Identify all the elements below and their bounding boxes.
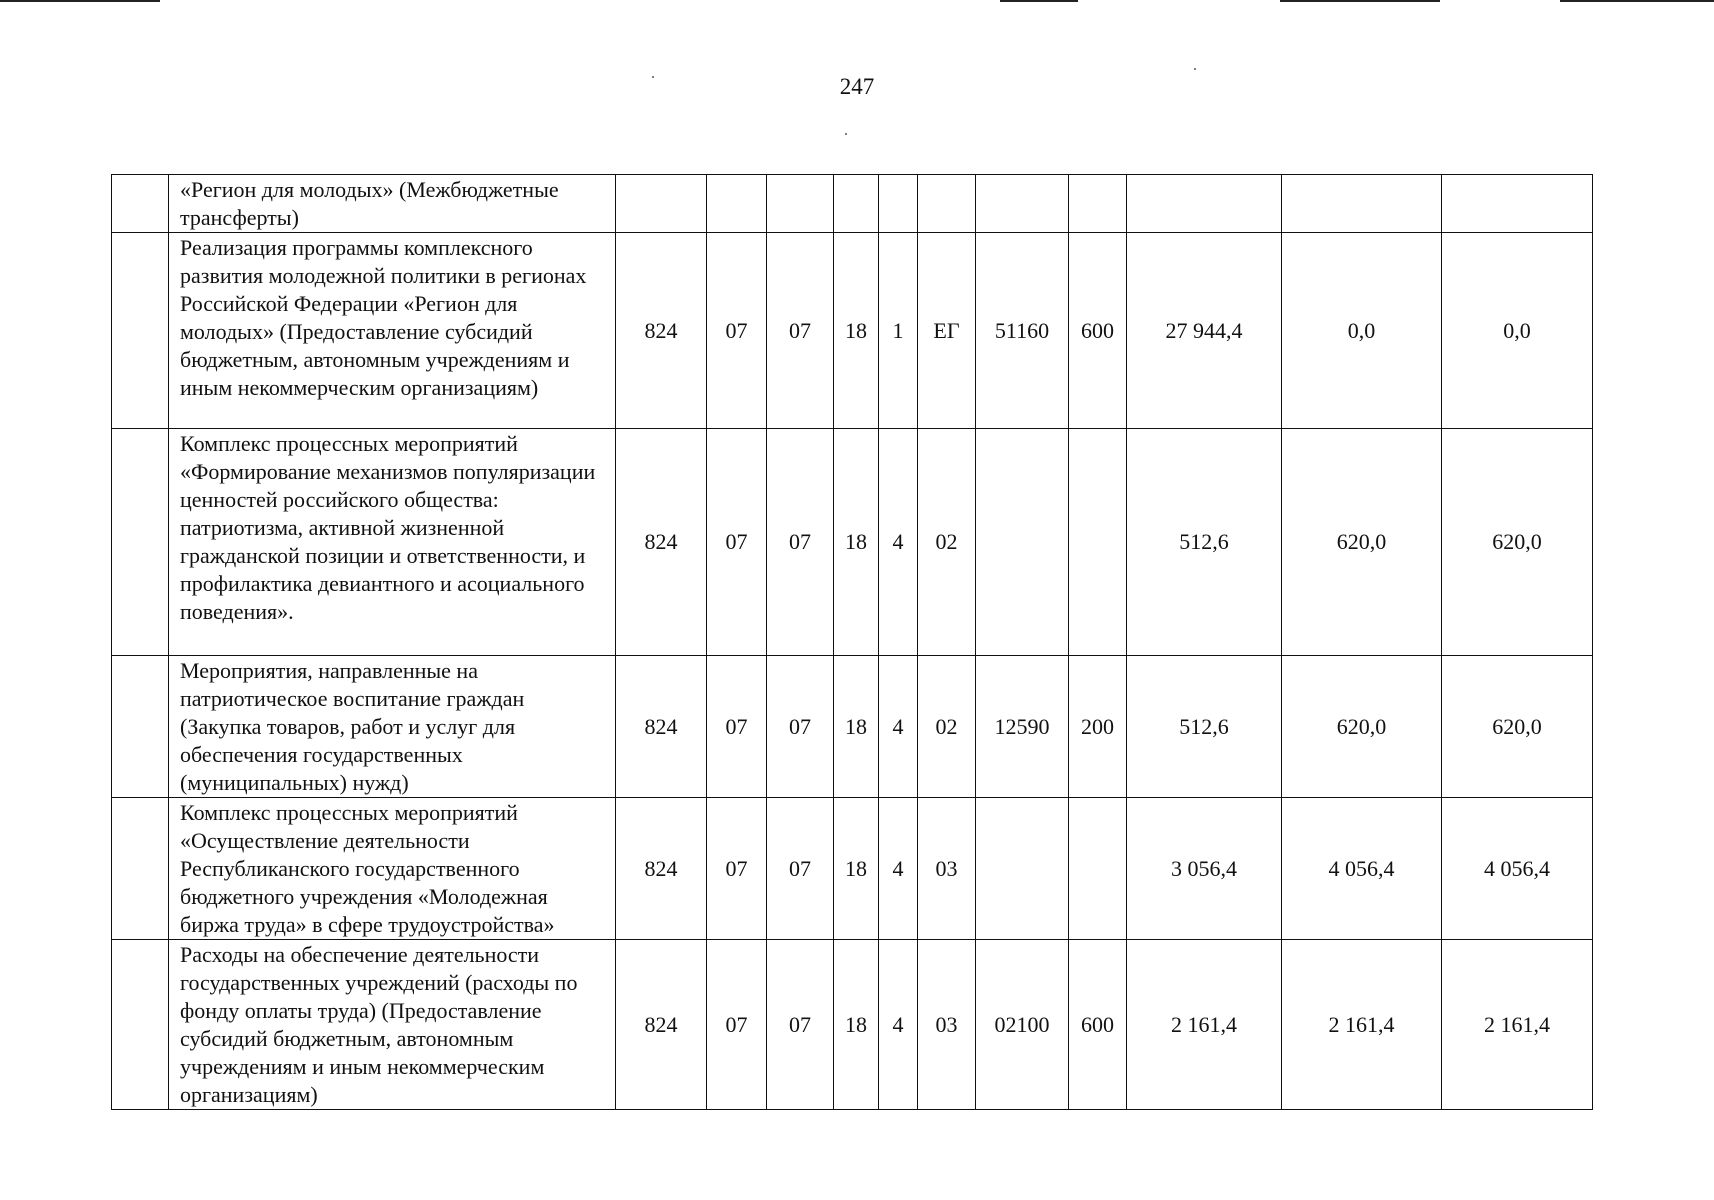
subsection-cell (767, 175, 834, 233)
target-code-structure-cell: 03 (918, 940, 976, 1110)
row-index-cell (112, 656, 169, 798)
row-index-cell (112, 798, 169, 940)
expense-type-cell: 600 (1069, 233, 1127, 429)
scan-speck (652, 76, 654, 78)
expense-type-cell (1069, 175, 1127, 233)
grbs-cell: 824 (616, 798, 707, 940)
amount-year2-cell: 2 161,4 (1282, 940, 1442, 1110)
target-code-direction-cell: 02100 (976, 940, 1069, 1110)
section-cell: 07 (707, 233, 767, 429)
target-code-structure-cell: 03 (918, 798, 976, 940)
table-row (112, 798, 1593, 940)
table-row (112, 429, 1593, 656)
description-cell: Комплекс процессных мероприятий «Формирование механизмов популяризации ценностей российского общества: патриотизма, активной жизненной гражданской позиции и ответственности, и профилактика девиантного и асоциального поведения». (169, 429, 616, 656)
subsection-cell: 07 (767, 656, 834, 798)
target-code-direction-cell (976, 429, 1069, 656)
scan-speck (1194, 68, 1196, 70)
target-code-type-cell (879, 175, 918, 233)
subsection-cell: 07 (767, 233, 834, 429)
description-cell: Реализация программы комплексного развития молодежной политики в регионах Российской Федерации «Регион для молодых» (Предоставление субсидий бюджетным, автономным учреждениям и иным некоммерческим организациям) (169, 233, 616, 429)
scan-edge-line (1560, 0, 1714, 2)
amount-year2-cell: 4 056,4 (1282, 798, 1442, 940)
target-code-type-cell: 4 (879, 656, 918, 798)
target-code-program-cell: 18 (834, 429, 879, 656)
section-cell: 07 (707, 940, 767, 1110)
target-code-type-cell: 1 (879, 233, 918, 429)
amount-year1-cell: 2 161,4 (1127, 940, 1282, 1110)
target-code-program-cell: 18 (834, 656, 879, 798)
expense-type-cell (1069, 429, 1127, 656)
target-code-structure-cell (918, 175, 976, 233)
grbs-cell: 824 (616, 429, 707, 656)
amount-year3-cell: 4 056,4 (1442, 798, 1593, 940)
grbs-cell: 824 (616, 656, 707, 798)
table-row (112, 175, 1593, 233)
subsection-cell: 07 (767, 429, 834, 656)
amount-year3-cell: 620,0 (1442, 429, 1593, 656)
amount-year2-cell: 620,0 (1282, 429, 1442, 656)
target-code-structure-cell: 02 (918, 429, 976, 656)
row-index-cell (112, 233, 169, 429)
row-index-cell (112, 429, 169, 656)
grbs-cell: 824 (616, 233, 707, 429)
scan-edge-line (0, 0, 160, 2)
amount-year1-cell: 3 056,4 (1127, 798, 1282, 940)
table-row (112, 940, 1593, 1110)
table-row (112, 233, 1593, 429)
description-cell: Комплекс процессных мероприятий «Осуществление деятельности Республиканского государственного бюджетного учреждения «Молодежная биржа труда» в сфере трудоустройства» (169, 798, 616, 940)
target-code-direction-cell: 51160 (976, 233, 1069, 429)
scan-edge-line (1280, 0, 1440, 2)
amount-year2-cell: 0,0 (1282, 233, 1442, 429)
amount-year3-cell: 2 161,4 (1442, 940, 1593, 1110)
amount-year3-cell (1442, 175, 1593, 233)
description-cell: «Регион для молодых» (Межбюджетные трансферты) (169, 175, 616, 233)
amount-year1-cell: 27 944,4 (1127, 233, 1282, 429)
description-cell: Мероприятия, направленные на патриотическое воспитание граждан (Закупка товаров, работ и услуг для обеспечения государственных (муниципальных) нужд) (169, 656, 616, 798)
description-cell: Расходы на обеспечение деятельности государственных учреждений (расходы по фонду оплаты труда) (Предоставление субсидий бюджетным, автономным учреждениям и иным некоммерческим организациям) (169, 940, 616, 1110)
amount-year3-cell: 620,0 (1442, 656, 1593, 798)
amount-year2-cell: 620,0 (1282, 656, 1442, 798)
expense-type-cell: 200 (1069, 656, 1127, 798)
scan-edge-line (1000, 0, 1078, 2)
amount-year1-cell (1127, 175, 1282, 233)
target-code-direction-cell (976, 798, 1069, 940)
budget-table (111, 174, 1593, 1110)
target-code-type-cell: 4 (879, 429, 918, 656)
target-code-structure-cell: ЕГ (918, 233, 976, 429)
row-index-cell (112, 175, 169, 233)
row-index-cell (112, 940, 169, 1110)
scan-speck (845, 133, 847, 135)
target-code-type-cell: 4 (879, 798, 918, 940)
subsection-cell: 07 (767, 798, 834, 940)
target-code-direction-cell: 12590 (976, 656, 1069, 798)
amount-year1-cell: 512,6 (1127, 656, 1282, 798)
target-code-program-cell: 18 (834, 798, 879, 940)
expense-type-cell: 600 (1069, 940, 1127, 1110)
grbs-cell (616, 175, 707, 233)
target-code-program-cell: 18 (834, 233, 879, 429)
subsection-cell: 07 (767, 940, 834, 1110)
section-cell (707, 175, 767, 233)
section-cell: 07 (707, 429, 767, 656)
target-code-structure-cell: 02 (918, 656, 976, 798)
target-code-direction-cell (976, 175, 1069, 233)
expense-type-cell (1069, 798, 1127, 940)
page-number: 247 (839, 74, 875, 99)
amount-year1-cell: 512,6 (1127, 429, 1282, 656)
section-cell: 07 (707, 798, 767, 940)
target-code-program-cell (834, 175, 879, 233)
grbs-cell: 824 (616, 940, 707, 1110)
table-row (112, 656, 1593, 798)
target-code-program-cell: 18 (834, 940, 879, 1110)
amount-year2-cell (1282, 175, 1442, 233)
section-cell: 07 (707, 656, 767, 798)
target-code-type-cell: 4 (879, 940, 918, 1110)
amount-year3-cell: 0,0 (1442, 233, 1593, 429)
